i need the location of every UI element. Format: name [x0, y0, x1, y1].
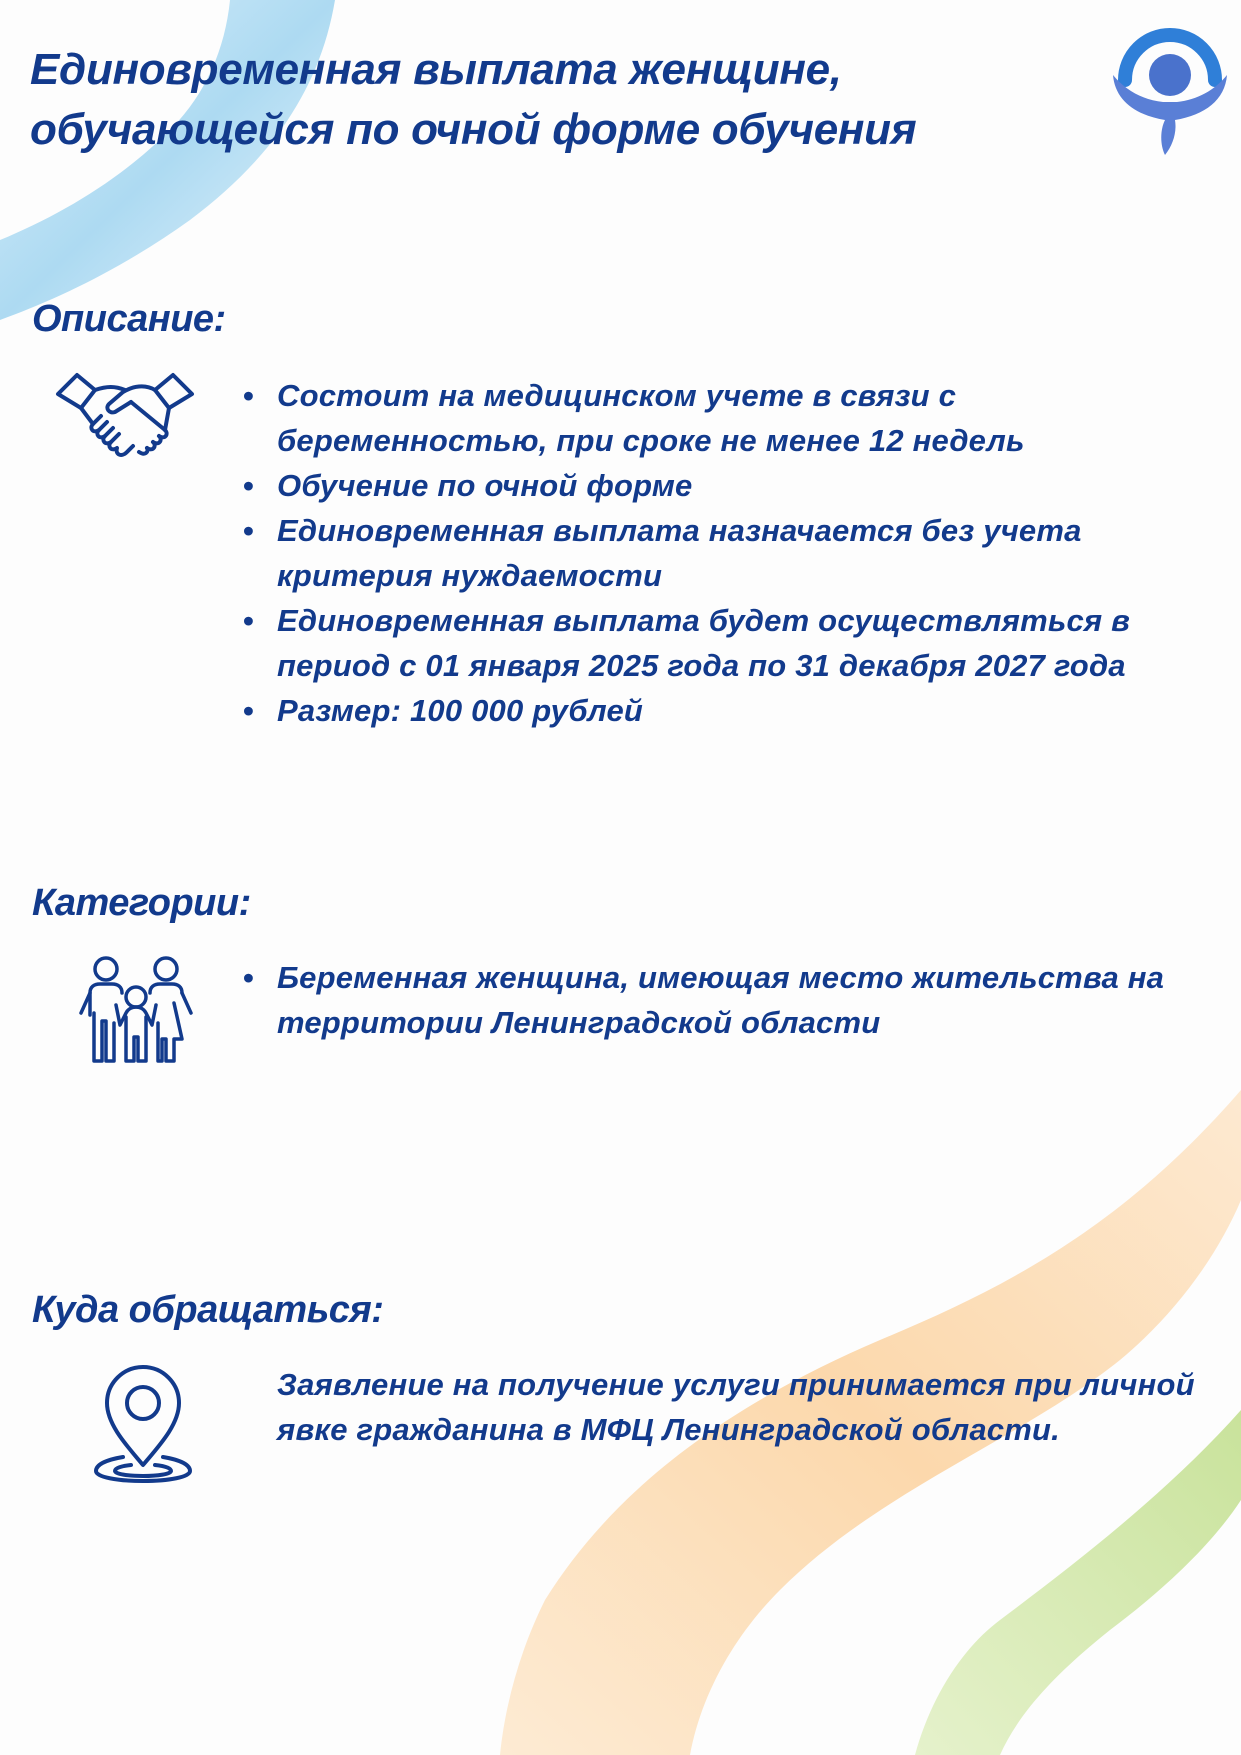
page-title — [30, 40, 1070, 160]
list-item: • Единовременная выплата будет осуществляться в период с 01 января 2025 года по 31 декабря 2027 года — [243, 598, 1223, 688]
list-item: • Обучение по очной форме — [243, 463, 1223, 508]
handshake-icon — [55, 372, 195, 462]
title-line-2: обучающейся по очной форме обучения — [30, 105, 917, 154]
description-list — [243, 373, 1223, 733]
dove-hands-logo-icon — [1105, 20, 1235, 160]
title-line-1: Единовременная выплата женщине, — [30, 45, 842, 94]
list-item: • Единовременная выплата назначается без учета критерия нуждаемости — [243, 508, 1223, 598]
description-heading: Описание: — [32, 298, 226, 340]
family-icon — [78, 955, 194, 1065]
contact-heading: Куда обращаться: — [32, 1289, 384, 1331]
categories-heading: Категории: — [32, 882, 251, 924]
categories-list — [243, 955, 1223, 1045]
contact-text: Заявление на получение услуги принимается при личной явке гражданина в МФЦ Ленинградской области. — [277, 1367, 1195, 1447]
list-item: • Состоит на медицинском учете в связи с беременностью, при сроке не менее 12 недель — [243, 373, 1223, 463]
location-pin-icon — [93, 1365, 193, 1483]
list-item: • Беременная женщина, имеющая место жительства на территории Ленинградской области — [243, 955, 1223, 1045]
list-item: • Размер: 100 000 рублей — [243, 688, 1223, 733]
